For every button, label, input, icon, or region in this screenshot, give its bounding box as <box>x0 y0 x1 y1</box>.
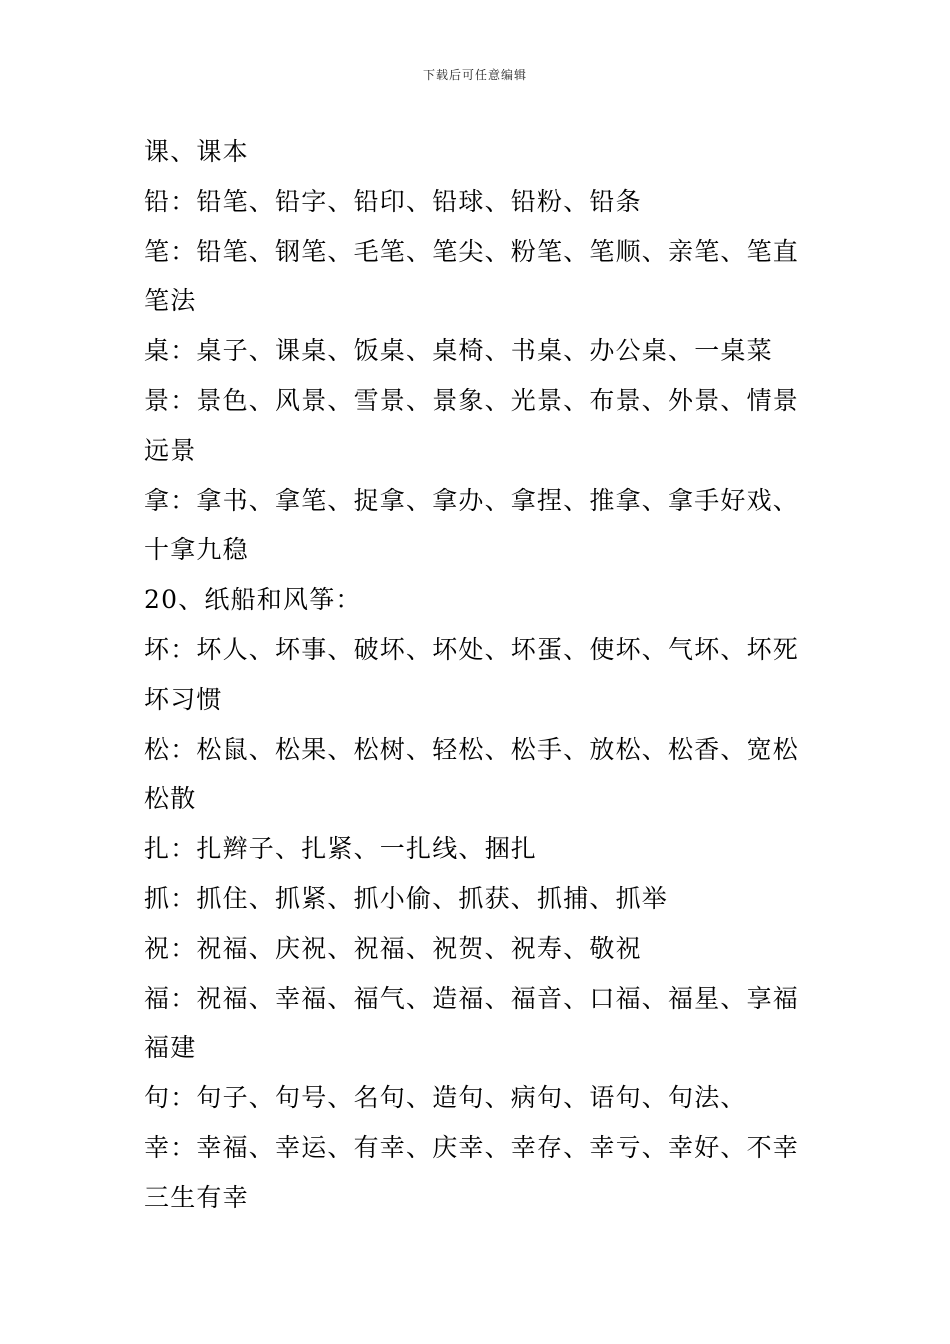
text-line: 幸：幸福、幸运、有幸、庆幸、幸存、幸亏、幸好、不幸 <box>144 1132 800 1162</box>
text-line: 铅：铅笔、铅字、铅印、铅球、铅粉、铅条 <box>144 186 642 216</box>
text-line: 课、课本 <box>144 137 249 166</box>
text-line: 桌：桌子、课桌、饭桌、桌椅、书桌、办公桌、一桌菜 <box>144 336 773 366</box>
text-line: 松散 <box>144 784 197 814</box>
text-line: 笔法 <box>144 286 197 316</box>
header-note: 下载后可任意编辑 <box>422 68 527 82</box>
text-line: 抓：抓住、抓紧、抓小偷、抓获、抓捕、抓举 <box>144 883 669 913</box>
text-line: 坏习惯 <box>144 684 223 714</box>
text-line: 笔：铅笔、钢笔、毛笔、笔尖、粉笔、笔顺、亲笔、笔直 <box>144 236 800 266</box>
text-line: 景：景色、风景、雪景、景象、光景、布景、外景、情景 <box>144 385 800 415</box>
text-line: 福：祝福、幸福、福气、造福、福音、口福、福星、享福 <box>144 983 800 1013</box>
word-list <box>144 127 824 1223</box>
text-line: 福建 <box>144 1033 197 1063</box>
section-heading: 20、纸船和风筝： <box>144 585 362 615</box>
text-line: 十拿九稳 <box>144 535 249 565</box>
text-line: 句：句子、句号、名句、造句、病句、语句、句法、 <box>144 1083 747 1113</box>
text-line: 坏：坏人、坏事、破坏、坏处、坏蛋、使坏、气坏、坏死 <box>144 634 800 664</box>
text-line: 扎：扎辫子、扎紧、一扎线、捆扎 <box>144 834 538 864</box>
text-line: 拿：拿书、拿笔、捉拿、拿办、拿捏、推拿、拿手好戏、 <box>144 485 800 515</box>
text-line: 三生有幸 <box>144 1182 249 1212</box>
text-line: 松：松鼠、松果、松树、轻松、松手、放松、松香、宽松 <box>144 734 800 764</box>
text-line: 远景 <box>144 435 197 465</box>
text-line: 祝：祝福、庆祝、祝福、祝贺、祝寿、敬祝 <box>144 933 642 963</box>
